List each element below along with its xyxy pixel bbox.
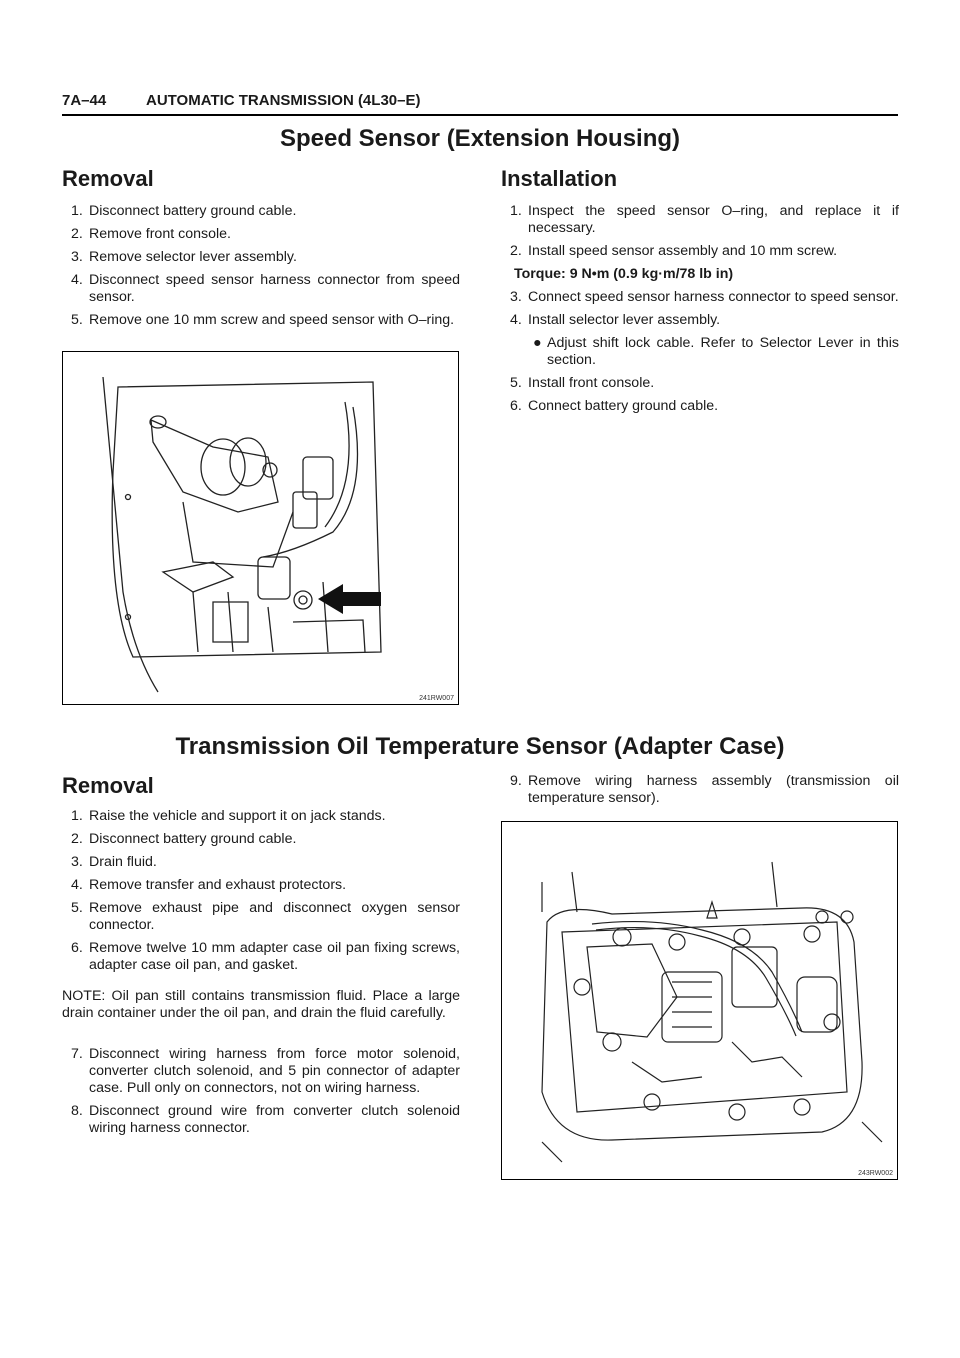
page-code: 7A–44 (62, 92, 107, 109)
oil-temp-sensor-illustration (502, 822, 897, 1179)
list-item: 9. Remove wiring harness assembly (transmission oil temperature sensor). (510, 773, 899, 806)
list-item: 4. Remove transfer and exhaust protectors. (71, 877, 347, 893)
speed-sensor-illustration (63, 352, 458, 704)
section-title-oil-temp-sensor: Transmission Oil Temperature Sensor (Adapter Case) (175, 733, 785, 760)
figure-id: 241RW007 (419, 695, 454, 702)
figure-id: 243RW002 (858, 1170, 893, 1177)
list-item: 4. Disconnect speed sensor harness connector from speed sensor. (71, 272, 460, 305)
list-item: 1. Raise the vehicle and support it on jack stands. (71, 808, 386, 824)
figure-oil-temp-sensor (501, 821, 898, 1180)
list-item: 2. Install speed sensor assembly and 10 mm screw. (510, 243, 838, 259)
list-item: 1. Disconnect battery ground cable. (71, 203, 297, 219)
section-title-speed-sensor: Speed Sensor (Extension Housing) (279, 125, 681, 152)
removal-step-9 (501, 773, 899, 813)
installation-heading: Installation (501, 166, 618, 191)
header-rule (62, 114, 898, 116)
removal-heading: Removal (62, 166, 154, 191)
list-item: 2. Disconnect battery ground cable. (71, 831, 297, 847)
figure-speed-sensor (62, 351, 459, 705)
list-item: 5. Remove one 10 mm screw and speed sensor with O–ring. (71, 312, 455, 328)
removal-heading-2: Removal (62, 773, 154, 798)
list-item: 3. Remove selector lever assembly. (71, 249, 297, 265)
bullet-icon: ● (533, 335, 542, 351)
list-item: 7. Disconnect wiring harness from force motor solenoid, converter clutch solenoid, and 5 pin connector of adapter case. Pull only on connectors, not on wiring harness. (71, 1046, 460, 1096)
list-item: 8. Disconnect ground wire from converter clutch solenoid wiring harness connector. (71, 1103, 460, 1136)
list-item: 5. Remove exhaust pipe and disconnect oxygen sensor connector. (71, 900, 460, 933)
removal-steps (62, 203, 460, 335)
header-title: AUTOMATIC TRANSMISSION (4L30–E) (146, 92, 421, 109)
list-item: 5. Install front console. (510, 375, 655, 391)
note-text: NOTE: Oil pan still contains transmission fluid. Place a large drain container under the oil pan, and drain the fluid carefully. (62, 988, 460, 1021)
page-header (62, 90, 898, 118)
installation-steps (501, 203, 899, 421)
torque-spec: Torque: 9 N•m (0.9 kg·m/78 lb in) (514, 266, 734, 282)
list-item: 3. Connect speed sensor harness connector to speed sensor. (510, 289, 899, 305)
removal-steps-2-continued (62, 1046, 460, 1143)
list-item: 1. Inspect the speed sensor O–ring, and replace it if necessary. (510, 203, 899, 236)
list-item: 6. Remove twelve 10 mm adapter case oil pan fixing screws, adapter case oil pan, and gasket. (71, 940, 460, 973)
list-item: ● Adjust shift lock cable. Refer to Selector Lever in this section. (533, 335, 899, 368)
list-item: 6. Connect battery ground cable. (510, 398, 719, 414)
list-item: 3. Drain fluid. (71, 854, 157, 870)
list-item: 2. Remove front console. (71, 226, 231, 242)
list-item: 4. Install selector lever assembly. (510, 312, 721, 328)
removal-steps-2 (62, 808, 460, 980)
